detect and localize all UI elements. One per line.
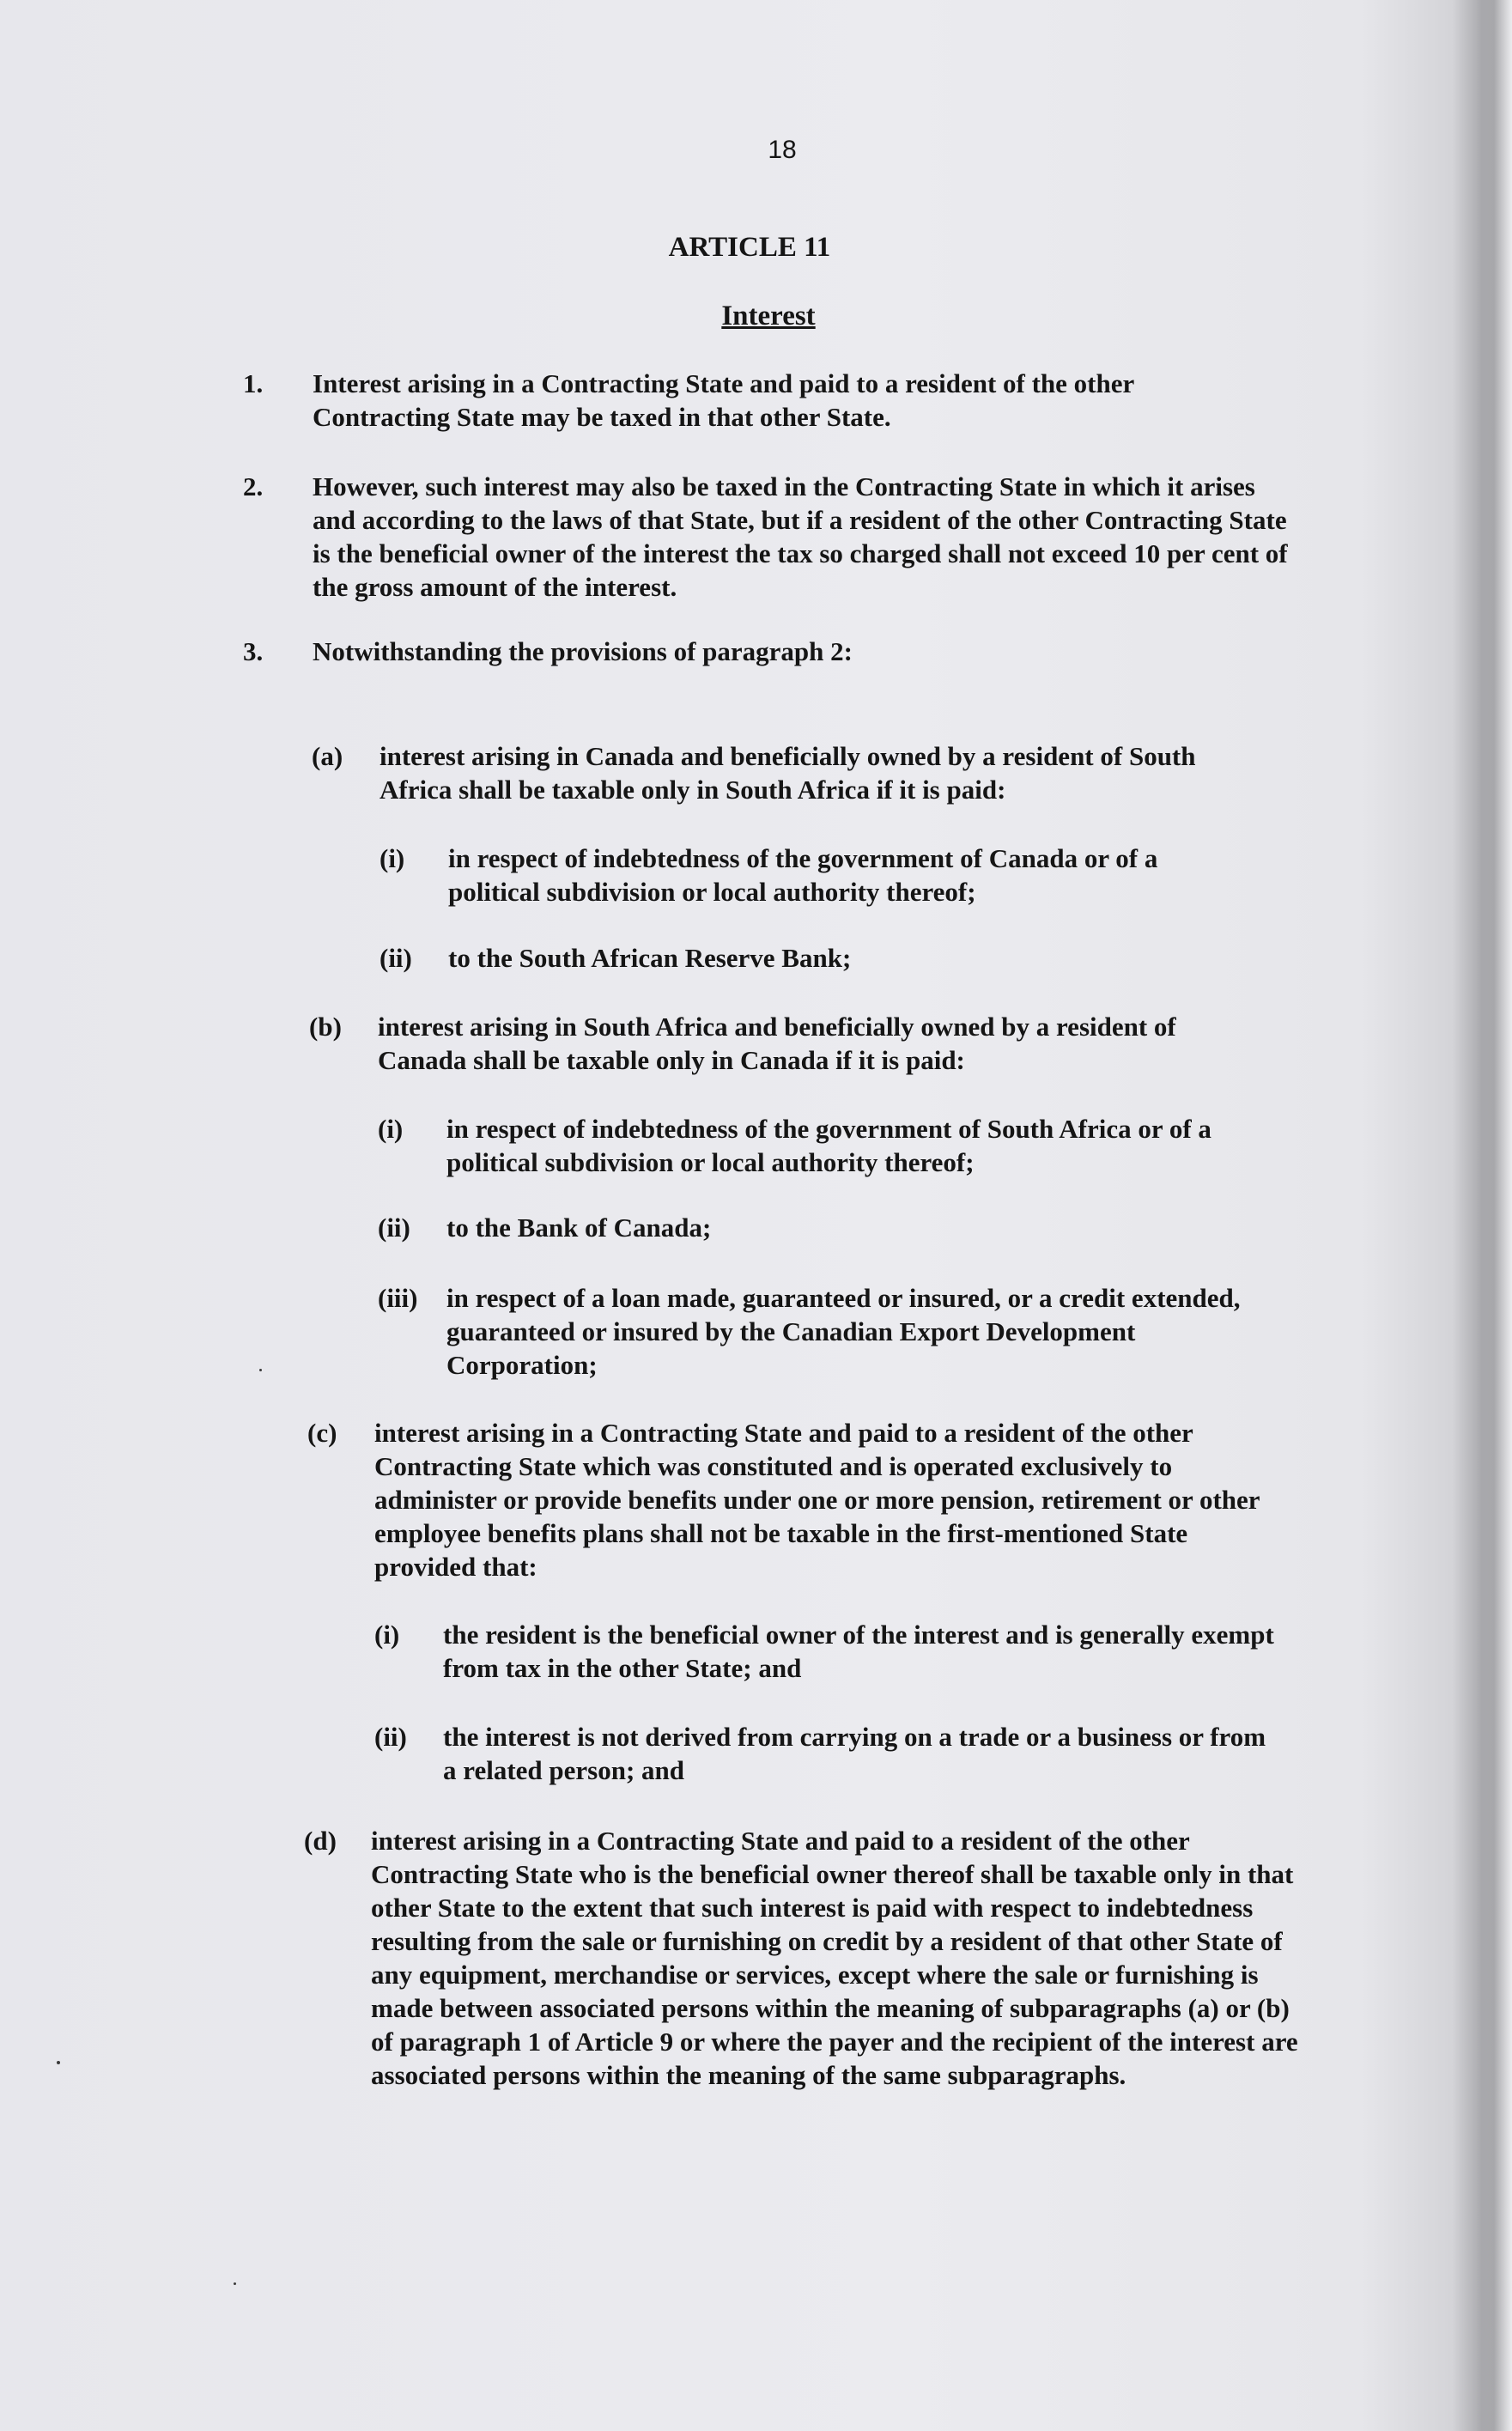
subparagraph-b-i-label: (i) [378,1114,404,1144]
page-edge-shadow [1452,0,1512,2431]
paragraph-2-text: However, such interest may also be taxed in the Contracting State in which it arises and according to the laws of that State, but if a resident of the other Contracting State is the beneficial owner of the interest the tax so charged shall not exceed 10 per cent of the gross amount of the interest. [313,471,1288,602]
subparagraph-b-text: interest arising in South Africa and beneficially owned by a resident of Canada shall be taxable only in Canada if it is paid: [378,1012,1176,1075]
subparagraph-d-label: (d) [304,1826,337,1856]
paragraph-3-number: 3. [243,636,264,666]
page-number: 18 [768,136,797,164]
subparagraph-b-ii-label: (ii) [378,1212,410,1243]
subparagraph-c-i-text: the resident is the beneficial owner of the interest and is generally exempt from tax in the other State; and [443,1620,1274,1683]
scan-speck [259,1369,262,1371]
subparagraph-a-ii-label: (ii) [380,943,412,973]
subparagraph-b-ii-text: to the Bank of Canada; [446,1212,712,1243]
subparagraph-c-text: interest arising in a Contracting State and paid to a resident of the other Contracting State which was constituted and is operated exclusively to administer or provide benefits under one or more pension, retirement or other employee benefits plans shall not be taxable in the first-mentioned State provided that: [374,1418,1260,1582]
subparagraph-c-i-label: (i) [374,1620,400,1650]
subparagraph-c-ii-label: (ii) [374,1722,407,1752]
subparagraph-a-label: (a) [312,741,343,771]
article-subtitle: Interest [721,301,816,331]
subparagraph-d-text: interest arising in a Contracting State and paid to a resident of the other Contracting State who is the beneficial owner thereof shall be taxable only in that other State to the extent that such interest is paid with respect to indebtedness resulting from the sale or furnishing on credit by a resident of that other State of any equipment, merchandise or services, except where the sale or furnishing is made between associated persons within the meaning of subparagraphs (a) or (b) of paragraph 1 of Article 9 or where the payer and the recipient of the interest are associated persons within the meaning of the same subparagraphs. [371,1826,1298,2090]
paragraph-1-number: 1. [243,368,264,398]
subparagraph-a-text: interest arising in Canada and beneficially owned by a resident of South Africa shall be taxable only in South Africa if it is paid: [380,741,1196,805]
paragraph-1-text: Interest arising in a Contracting State and paid to a resident of the other Contracting State may be taxed in that other State. [313,368,1134,432]
subparagraph-a-i-text: in respect of indebtedness of the government of Canada or of a political subdivision or local authority thereof; [448,843,1158,907]
subparagraph-a-i-label: (i) [380,843,405,873]
subparagraph-a-ii-text: to the South African Reserve Bank; [448,943,852,973]
paragraph-3-text: Notwithstanding the provisions of paragraph 2: [313,636,853,666]
scan-speck [57,2061,60,2064]
subparagraph-b-iii-text: in respect of a loan made, guaranteed or insured, or a credit extended, guaranteed or insured by the Canadian Export Development Corporation; [446,1283,1241,1380]
article-title: ARTICLE 11 [668,232,831,263]
scan-speck [234,2282,236,2285]
paragraph-2-number: 2. [243,471,264,501]
subparagraph-b-iii-label: (iii) [378,1283,418,1313]
subparagraph-b-label: (b) [309,1012,342,1042]
subparagraph-c-ii-text: the interest is not derived from carrying on a trade or a business or from a related person; and [443,1722,1266,1785]
subparagraph-b-i-text: in respect of indebtedness of the government of South Africa or of a political subdivision or local authority thereof; [446,1114,1211,1177]
subparagraph-c-label: (c) [307,1418,337,1448]
